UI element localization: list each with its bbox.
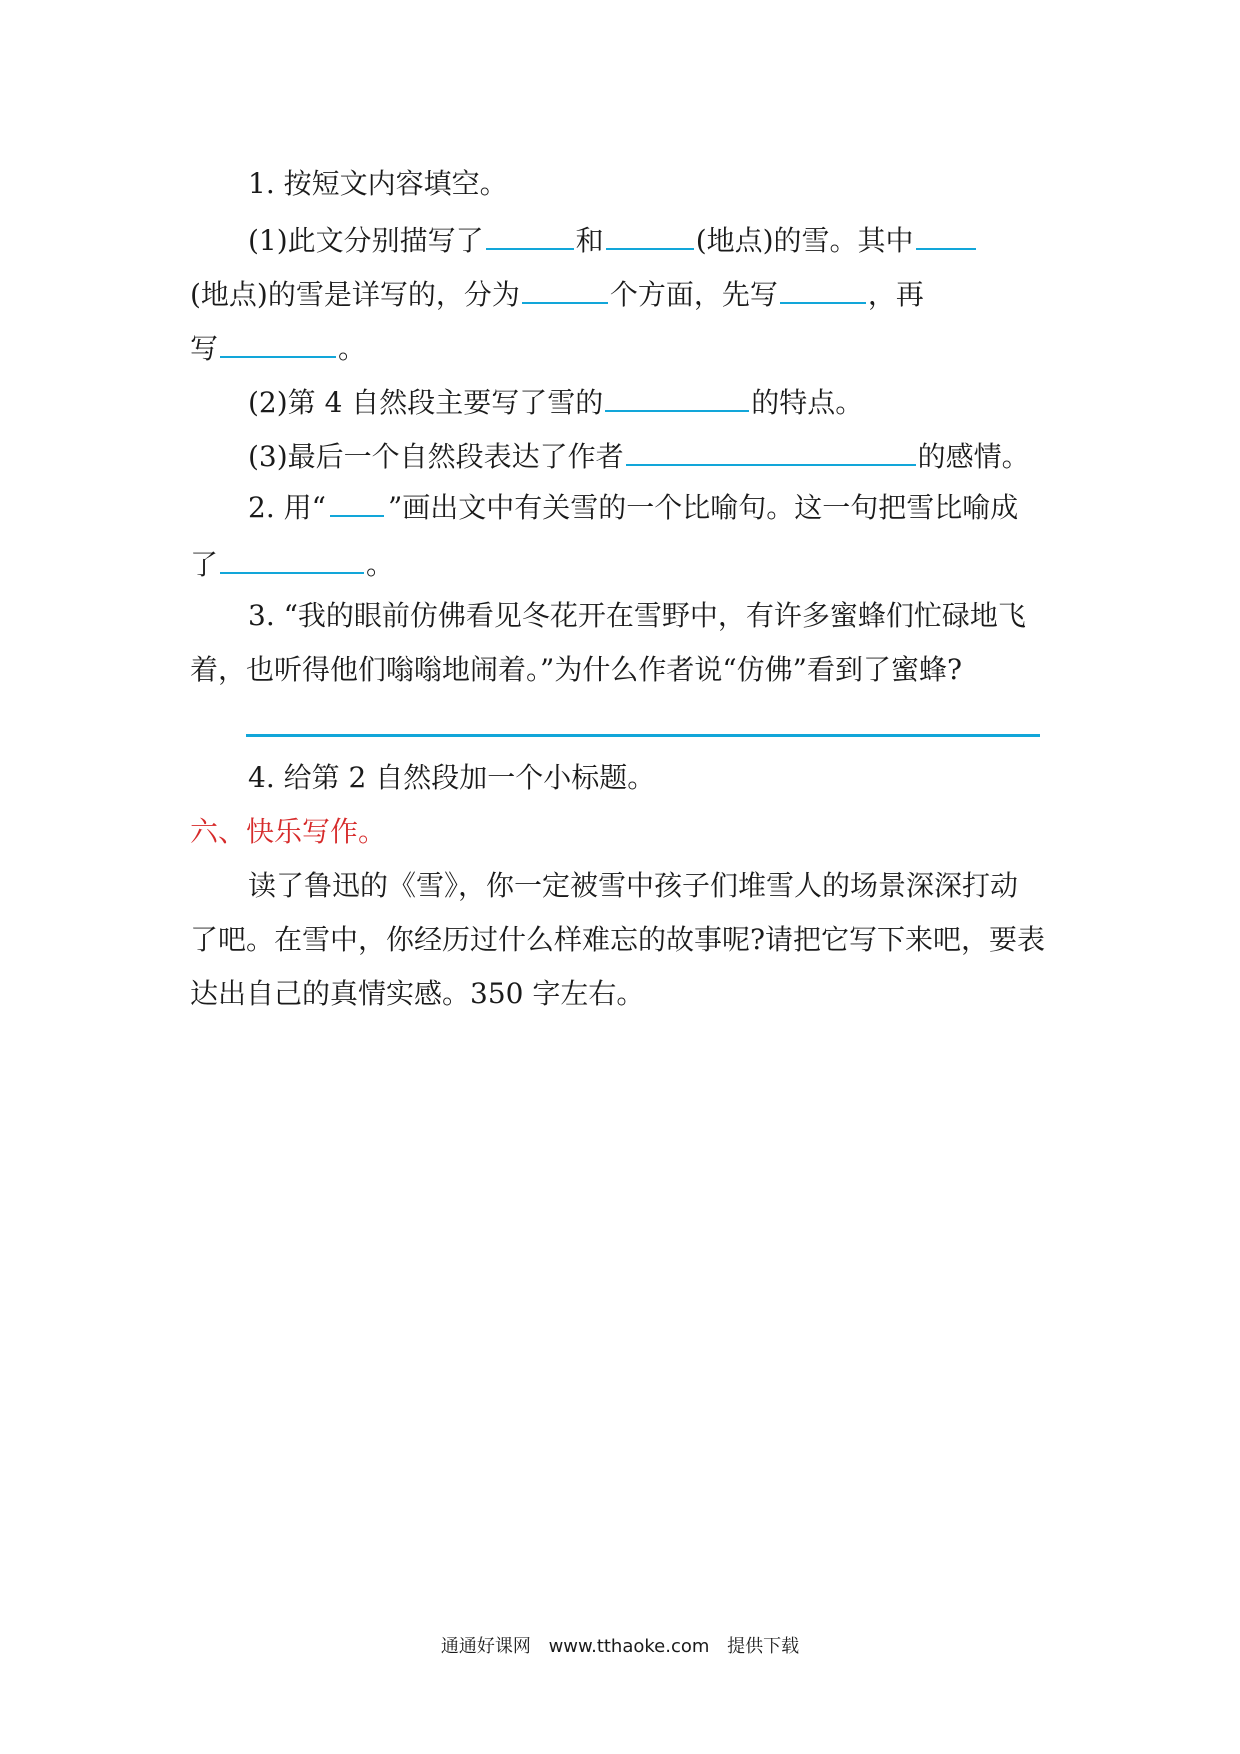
answer-blank[interactable] (605, 380, 749, 412)
answer-blank[interactable] (780, 272, 866, 304)
answer-blank[interactable] (522, 272, 608, 304)
question-1-part-2 (190, 380, 1070, 423)
section-6-title (190, 812, 1070, 852)
text-segment: 2. 用“ (248, 491, 326, 524)
section-6-paragraph-line-2 (190, 920, 1070, 960)
question-1-text: 1. 按短文内容填空。 (248, 167, 508, 200)
text-segment: 的特点。 (751, 386, 864, 419)
text-segment: 读了鲁迅的《雪》，你一定被雪中孩子们堆雪人的场景深深打动 (248, 869, 1019, 902)
text-segment: 。 (338, 332, 367, 365)
text-segment: 了吧。在雪中，你经历过什么样难忘的故事呢?请把它写下来吧，要表 (190, 923, 1046, 956)
text-segment: 个方面，先写 (609, 278, 778, 311)
text-segment: 。 (366, 548, 395, 581)
text-segment: 着，也听得他们嗡嗡地闹着。”为什么作者说“仿佛”看到了蜜蜂? (190, 653, 962, 686)
question-1-part-1-line-1 (190, 218, 1070, 261)
answer-blank[interactable] (626, 434, 916, 466)
section-6-paragraph-line-1 (190, 866, 1070, 906)
question-4 (190, 758, 1070, 798)
question-1-title (190, 164, 1070, 204)
answer-blank[interactable] (916, 218, 976, 250)
text-segment: (3)最后一个自然段表达了作者 (248, 440, 624, 473)
page-footer (0, 1632, 1240, 1658)
footer-suffix: 提供下载 (727, 1636, 800, 1657)
footer-site-name: 通通好课网 (440, 1636, 531, 1657)
footer-url[interactable]: www.tthaoke.com (548, 1636, 710, 1657)
text-segment: 了 (190, 548, 219, 581)
text-segment: (地点)的雪。其中 (695, 224, 914, 257)
question-1-part-1-line-2 (190, 272, 1070, 315)
text-segment: 六、快乐写作。 (190, 815, 387, 848)
answer-blank[interactable] (220, 326, 336, 358)
text-segment: 达出自己的真情实感。350 字左右。 (190, 977, 645, 1010)
section-6-paragraph-line-3 (190, 974, 1070, 1014)
text-segment: (1)此文分别描写了 (248, 224, 484, 257)
question-3-line-1 (190, 596, 1070, 636)
answer-blank[interactable] (486, 218, 574, 250)
answer-blank[interactable] (220, 542, 364, 574)
text-segment: (地点)的雪是详写的，分为 (190, 278, 520, 311)
question-1-part-3 (190, 434, 1070, 477)
text-segment: (2)第 4 自然段主要写了雪的 (248, 386, 604, 419)
text-segment: 3. “我的眼前仿佛看见冬花开在雪野中，有许多蜜蜂们忙碌地飞 (248, 599, 1026, 632)
text-segment: ”画出文中有关雪的一个比喻句。这一句把雪比喻成 (387, 491, 1019, 524)
question-2-line-1 (190, 488, 1070, 528)
text-segment: 4. 给第 2 自然段加一个小标题。 (248, 761, 656, 794)
text-segment: 写 (190, 332, 219, 365)
question-2-line-2 (190, 542, 1070, 585)
underline-sample (330, 489, 384, 517)
text-segment: 和 (575, 224, 604, 257)
text-segment: ，再 (867, 278, 924, 311)
answer-blank[interactable] (606, 218, 694, 250)
text-segment: 的感情。 (917, 440, 1030, 473)
question-1-part-1-line-3 (190, 326, 1070, 369)
question-3-answer-line[interactable] (246, 734, 1040, 737)
question-3-line-2 (190, 650, 1070, 690)
